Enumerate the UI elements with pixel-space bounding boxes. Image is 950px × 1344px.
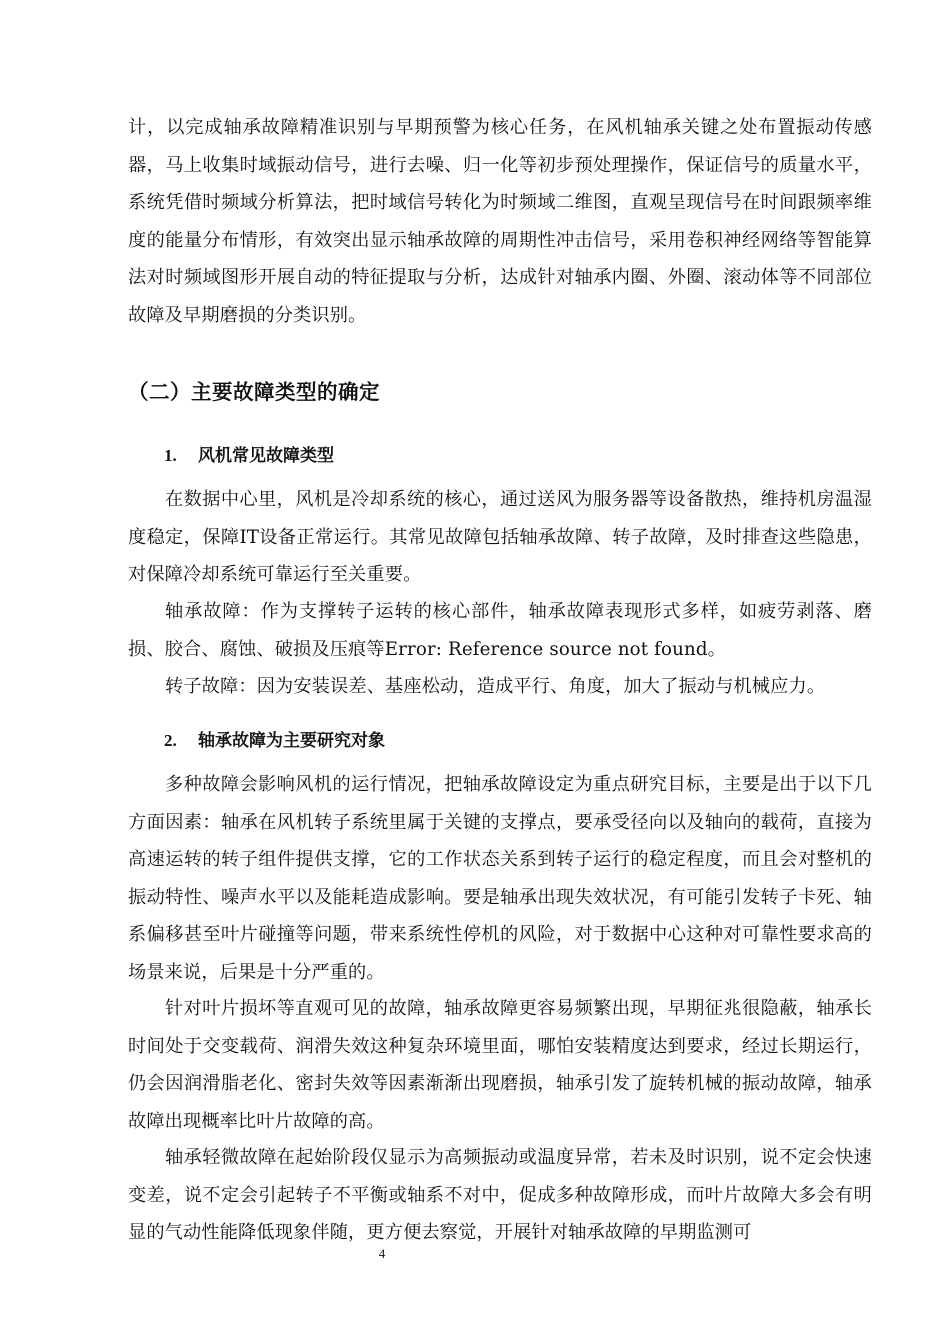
- subsection-heading-2: [164, 726, 385, 756]
- paragraph-intro-continued: 计，以完成轴承故障精准识别与早期预警为核心任务，在风机轴承关键之处布置振动传感器，马上收集时域振动信号，进行去噪、归一化等初步预处理操作，保证信号的质量水平，系统凭借时频域分析算法，把时域信号转化为时频域二维图，直观呈现信号在时间跟频率维度的能量分布情形，有效突出显示轴承故障的周期性冲击信号，采用卷积神经网络等智能算法对时频域图形开展自动的特征提取与分析，达成针对轴承内圈、外圈、滚动体等不同部位故障及早期磨损的分类识别。: [128, 117, 872, 326]
- section-heading: （二）主要故障类型的确定: [128, 380, 380, 404]
- subsection-number: 1.: [164, 446, 177, 465]
- paragraph-fan-role: 在数据中心里，风机是冷却系统的核心，通过送风为服务器等设备散热，维持机房温湿度稳定，保障IT设备正常运行。其常见故障包括轴承故障、转子故障，及时排查这些隐患，对保障冷却系统可靠运行至关重要。: [128, 489, 872, 585]
- paragraph-early-detection: 轴承轻微故障在起始阶段仅显示为高频振动或温度异常，若未及时识别，说不定会快速变差，说不定会引起转子不平衡或轴系不对中，促成多种故障形成，而叶片故障大多会有明显的气动性能降低现象伴随，更方便去察觉，开展针对轴承故障的早期监测可: [128, 1147, 872, 1243]
- subsection-title: 风机常见故障类型: [198, 446, 334, 466]
- subsection-title: 轴承故障为主要研究对象: [198, 731, 385, 751]
- paragraph-bearing-frequency: 针对叶片损坏等直观可见的故障，轴承故障更容易频繁出现，早期征兆很隐蔽，轴承长时间处于交变载荷、润滑失效这种复杂环境里面，哪怕安装精度达到要求，经过长期运行，仍会因润滑脂老化、密封失效等因素渐渐出现磨损，轴承引发了旋转机械的振动故障，轴承故障出现概率比叶片故障的高。: [128, 998, 872, 1132]
- paragraph-research-reason: 多种故障会影响风机的运行情况，把轴承故障设定为重点研究目标，主要是出于以下几方面因素：轴承在风机转子系统里属于关键的支撑点，要承受径向以及轴向的载荷，直接为高速运转的转子组件提供支撑，它的工作状态关系到转子运行的稳定程度，而且会对整机的振动特性、噪声水平以及能耗造成影响。要是轴承出现失效状况，有可能引发转子卡死、轴系偏移甚至叶片碰撞等问题，带来系统性停机的风险，对于数据中心这种对可靠性要求高的场景来说，后果是十分严重的。: [128, 774, 872, 983]
- subsection-number: 2.: [164, 731, 177, 750]
- paragraph-bearing-fault: 轴承故障：作为支撑转子运转的核心部件，轴承故障表现形式多样，如疲劳剥落、磨损、胶合、腐蚀、破损及压痕等Error: Reference source not found。: [128, 601, 872, 660]
- page-number: 4: [378, 1246, 386, 1261]
- page-footer: [0, 1246, 950, 1262]
- paragraph-rotor-fault: 转子故障：因为安装误差、基座松动，造成平行、角度，加大了振动与机械应力。: [165, 676, 826, 697]
- subsection-heading-1: [164, 441, 334, 471]
